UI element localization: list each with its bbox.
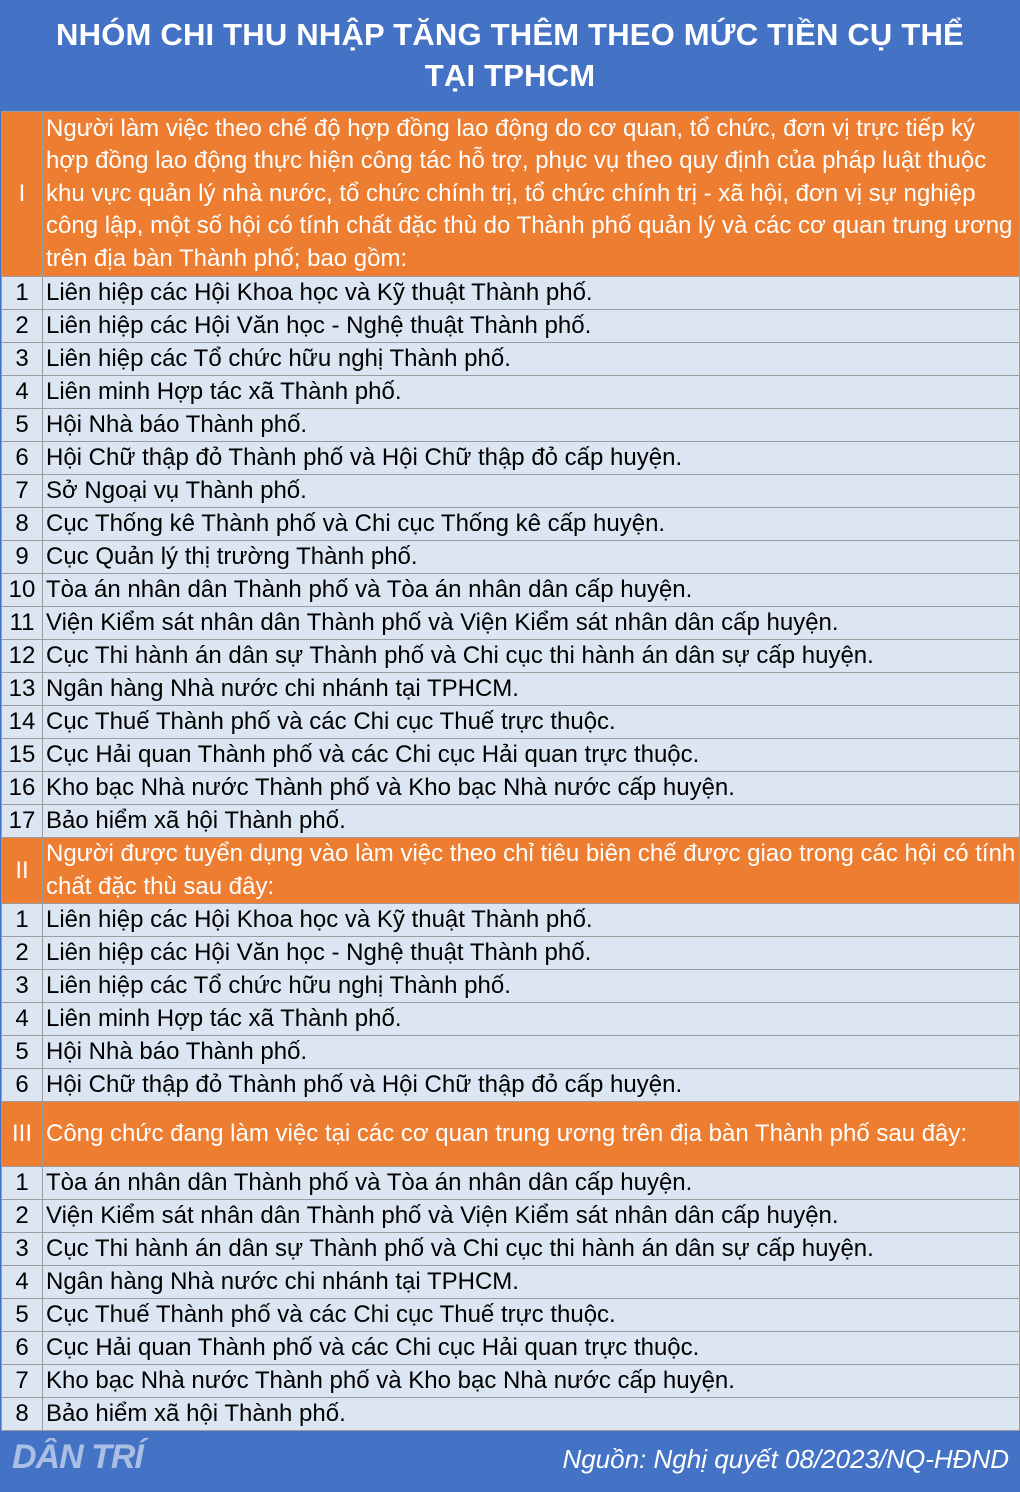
row-number: 15 — [2, 739, 43, 772]
row-number: 4 — [2, 1266, 43, 1299]
table-row — [2, 904, 1020, 937]
row-number: 1 — [2, 277, 43, 310]
row-organization: Tòa án nhân dân Thành phố và Tòa án nhân dân cấp huyện. — [43, 574, 1020, 607]
row-organization: Bảo hiểm xã hội Thành phố. — [43, 805, 1020, 838]
row-number: 10 — [2, 574, 43, 607]
row-number: 8 — [2, 508, 43, 541]
table-row — [2, 970, 1020, 1003]
table-row — [2, 475, 1020, 508]
section-header-row — [2, 838, 1020, 904]
row-number: 3 — [2, 343, 43, 376]
row-number: 8 — [2, 1398, 43, 1431]
table-row — [2, 706, 1020, 739]
row-organization: Sở Ngoại vụ Thành phố. — [43, 475, 1020, 508]
row-organization: Hội Nhà báo Thành phố. — [43, 409, 1020, 442]
table-row — [2, 607, 1020, 640]
row-organization: Liên hiệp các Hội Khoa học và Kỹ thuật Thành phố. — [43, 277, 1020, 310]
row-organization: Cục Thi hành án dân sự Thành phố và Chi cục thi hành án dân sự cấp huyện. — [43, 640, 1020, 673]
row-number: 11 — [2, 607, 43, 640]
row-number: 6 — [2, 1069, 43, 1102]
table-row — [2, 343, 1020, 376]
table-row — [2, 1003, 1020, 1036]
row-organization: Liên hiệp các Hội Văn học - Nghệ thuật Thành phố. — [43, 937, 1020, 970]
table-row — [2, 508, 1020, 541]
table-row — [2, 937, 1020, 970]
table-row — [2, 409, 1020, 442]
row-number: 5 — [2, 1036, 43, 1069]
section-numeral: II — [2, 838, 43, 904]
row-number: 16 — [2, 772, 43, 805]
row-organization: Liên hiệp các Tổ chức hữu nghị Thành phố. — [43, 343, 1020, 376]
row-organization: Liên hiệp các Tổ chức hữu nghị Thành phố. — [43, 970, 1020, 1003]
table-row — [2, 1069, 1020, 1102]
row-number: 12 — [2, 640, 43, 673]
dantri-logo: DÂN TRÍ — [12, 1438, 143, 1476]
row-number: 13 — [2, 673, 43, 706]
row-organization: Viện Kiểm sát nhân dân Thành phố và Viện Kiểm sát nhân dân cấp huyện. — [43, 607, 1020, 640]
row-organization: Cục Thuế Thành phố và các Chi cục Thuế trực thuộc. — [43, 706, 1020, 739]
table-row — [2, 640, 1020, 673]
table-row — [2, 1167, 1020, 1200]
table-row — [2, 310, 1020, 343]
row-number: 17 — [2, 805, 43, 838]
row-number: 1 — [2, 904, 43, 937]
row-number: 6 — [2, 1332, 43, 1365]
row-number: 14 — [2, 706, 43, 739]
row-organization: Hội Nhà báo Thành phố. — [43, 1036, 1020, 1069]
row-organization: Cục Hải quan Thành phố và các Chi cục Hải quan trực thuộc. — [43, 739, 1020, 772]
table-row — [2, 541, 1020, 574]
table-row — [2, 1233, 1020, 1266]
row-number: 7 — [2, 475, 43, 508]
row-number: 9 — [2, 541, 43, 574]
table-row — [2, 772, 1020, 805]
row-organization: Cục Thuế Thành phố và các Chi cục Thuế trực thuộc. — [43, 1299, 1020, 1332]
table-row — [2, 1299, 1020, 1332]
row-number: 2 — [2, 937, 43, 970]
table-row — [2, 442, 1020, 475]
table-row — [2, 1398, 1020, 1431]
row-organization: Hội Chữ thập đỏ Thành phố và Hội Chữ thập đỏ cấp huyện. — [43, 442, 1020, 475]
page-title-line-2: TẠI TPHCM — [424, 58, 596, 93]
row-organization: Liên hiệp các Hội Khoa học và Kỹ thuật Thành phố. — [43, 904, 1020, 937]
row-number: 7 — [2, 1365, 43, 1398]
row-number: 6 — [2, 442, 43, 475]
row-number: 3 — [2, 970, 43, 1003]
section-description: Công chức đang làm việc tại các cơ quan trung ương trên địa bàn Thành phố sau đây: — [43, 1102, 1020, 1167]
table-row — [2, 1036, 1020, 1069]
row-organization: Liên minh Hợp tác xã Thành phố. — [43, 376, 1020, 409]
table-row — [2, 1266, 1020, 1299]
row-organization: Viện Kiểm sát nhân dân Thành phố và Viện Kiểm sát nhân dân cấp huyện. — [43, 1200, 1020, 1233]
page-title-line-1: NHÓM CHI THU NHẬP TĂNG THÊM THEO MỨC TIỀN CỤ THỂ — [56, 17, 964, 52]
row-number: 4 — [2, 376, 43, 409]
table-row — [2, 1365, 1020, 1398]
row-number: 2 — [2, 1200, 43, 1233]
category-table-body — [2, 112, 1020, 1431]
row-number: 1 — [2, 1167, 43, 1200]
row-number: 3 — [2, 1233, 43, 1266]
source-note: Nguồn: Nghị quyết 08/2023/NQ-HĐND — [562, 1444, 1009, 1474]
table-row — [2, 739, 1020, 772]
table-row — [2, 574, 1020, 607]
table-row — [2, 376, 1020, 409]
row-number: 4 — [2, 1003, 43, 1036]
row-organization: Kho bạc Nhà nước Thành phố và Kho bạc Nhà nước cấp huyện. — [43, 772, 1020, 805]
footer — [0, 1428, 1020, 1492]
row-organization: Liên hiệp các Hội Văn học - Nghệ thuật Thành phố. — [43, 310, 1020, 343]
row-organization: Cục Quản lý thị trường Thành phố. — [43, 541, 1020, 574]
table-row — [2, 673, 1020, 706]
section-description: Người làm việc theo chế độ hợp đồng lao động do cơ quan, tổ chức, đơn vị trực tiếp ký hợp đồng lao động thực hiện công tác hỗ trợ, phục vụ theo quy định của pháp luật thuộc khu vực quản lý nhà nước, tổ chức chính trị, tổ chức chính trị - xã hội, đơn vị sự nghiệp công lập, một số hội có tính chất đặc thù do Thành phố quản lý và các cơ quan trung ương trên địa bàn Thành phố; bao gồm: — [43, 112, 1020, 277]
row-organization: Liên minh Hợp tác xã Thành phố. — [43, 1003, 1020, 1036]
category-table — [1, 111, 1020, 1431]
table-row — [2, 1200, 1020, 1233]
table-row — [2, 805, 1020, 838]
row-organization: Hội Chữ thập đỏ Thành phố và Hội Chữ thập đỏ cấp huyện. — [43, 1069, 1020, 1102]
row-organization: Tòa án nhân dân Thành phố và Tòa án nhân dân cấp huyện. — [43, 1167, 1020, 1200]
row-organization: Ngân hàng Nhà nước chi nhánh tại TPHCM. — [43, 1266, 1020, 1299]
row-number: 2 — [2, 310, 43, 343]
section-description: Người được tuyển dụng vào làm việc theo chỉ tiêu biên chế được giao trong các hội có tính chất đặc thù sau đây: — [43, 838, 1020, 904]
row-number: 5 — [2, 409, 43, 442]
row-organization: Cục Thi hành án dân sự Thành phố và Chi cục thi hành án dân sự cấp huyện. — [43, 1233, 1020, 1266]
row-number: 5 — [2, 1299, 43, 1332]
section-header-row — [2, 112, 1020, 277]
page-title — [0, 0, 1020, 110]
section-numeral: I — [2, 112, 43, 277]
row-organization: Cục Thống kê Thành phố và Chi cục Thống kê cấp huyện. — [43, 508, 1020, 541]
row-organization: Ngân hàng Nhà nước chi nhánh tại TPHCM. — [43, 673, 1020, 706]
row-organization: Cục Hải quan Thành phố và các Chi cục Hải quan trực thuộc. — [43, 1332, 1020, 1365]
table-row — [2, 277, 1020, 310]
section-header-row — [2, 1102, 1020, 1167]
section-numeral: III — [2, 1102, 43, 1167]
row-organization: Bảo hiểm xã hội Thành phố. — [43, 1398, 1020, 1431]
row-organization: Kho bạc Nhà nước Thành phố và Kho bạc Nhà nước cấp huyện. — [43, 1365, 1020, 1398]
table-row — [2, 1332, 1020, 1365]
